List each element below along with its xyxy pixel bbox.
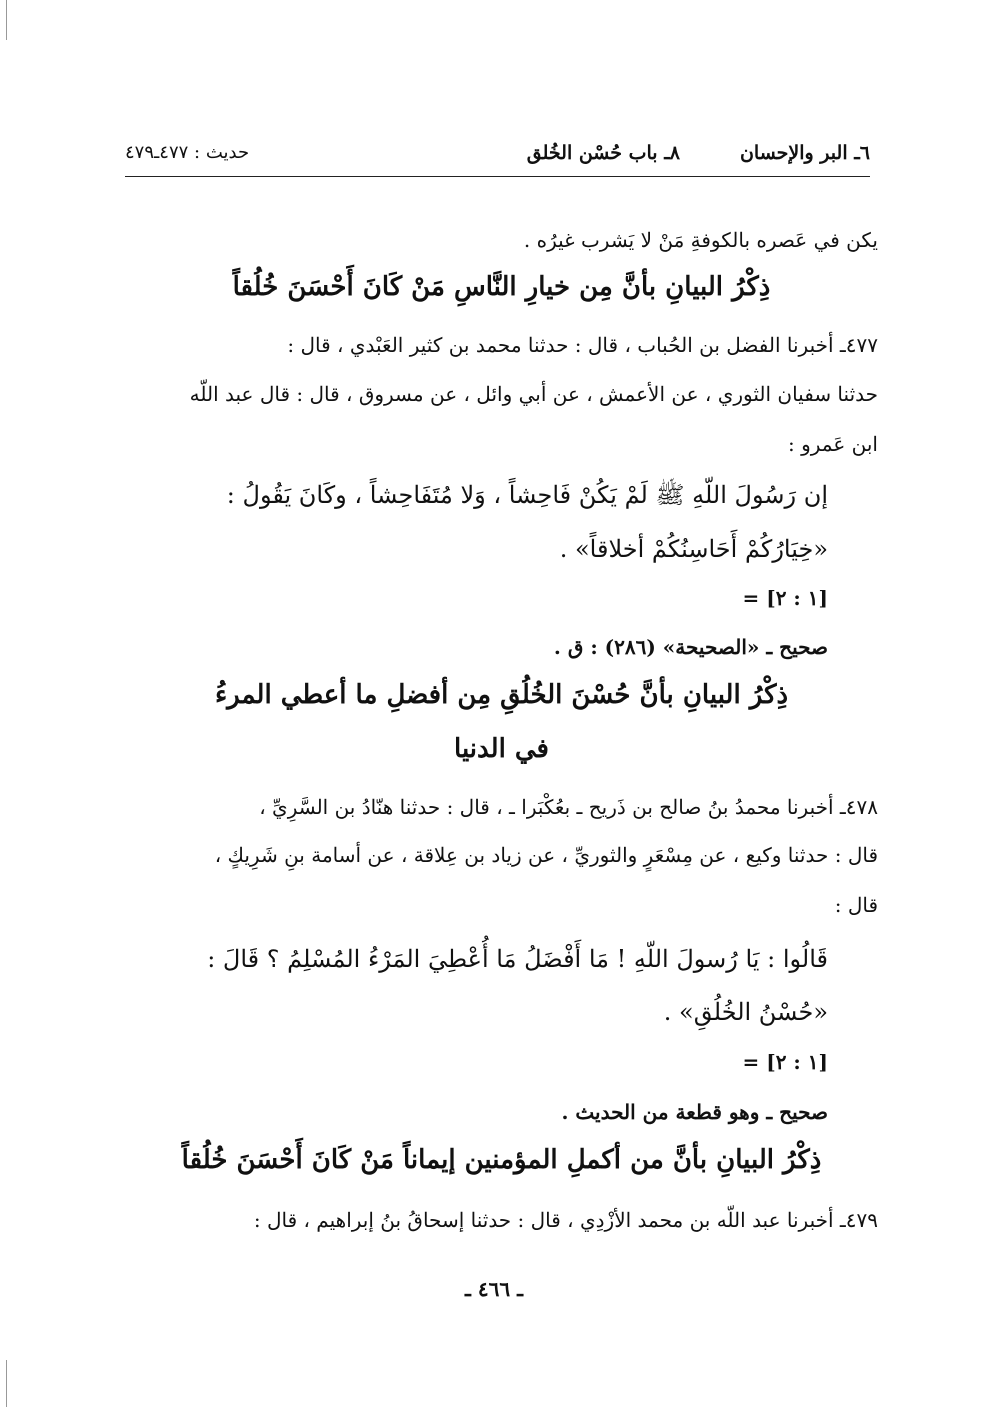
- matn-line: «حُسْنُ الخُلُقِ» .: [663, 998, 828, 1026]
- reference-code: [١ : ٢] =: [742, 586, 828, 610]
- section-heading: ذِكْرُ البيانِ بأنَّ مِن خيارِ النَّاسِ مَنْ كَانَ أَحْسَنَ خُلُقاً: [232, 272, 771, 302]
- isnad-line: ٤٧٨ـ أخبرنا محمدُ بنُ صالح بن ذَريح ـ بعُكْبَرا ـ ، قال : حدثنا هنّادُ بن السَّرِيِّ ،: [259, 795, 878, 819]
- isnad-line: ٤٧٩ـ أخبرنا عبد اللّه بن محمد الأزْدِي ، قال : حدثنا إسحاقُ بنُ إبراهيم ، قال :: [253, 1208, 878, 1232]
- section-heading: ذِكْرُ البيانِ بأنَّ حُسْنَ الخُلُقِ مِن أفضلِ ما أعطي المرءُ: [214, 680, 789, 710]
- isnad-line: حدثنا سفيان الثوري ، عن الأعمش ، عن أبي وائل ، عن مسروق ، قال : قال عبد اللّه: [189, 382, 878, 406]
- section-heading: ذِكْرُ البيانِ بأنَّ من أكملِ المؤمنين إيماناً مَنْ كَانَ أَحْسَنَ خُلُقاً: [181, 1145, 822, 1175]
- grading-note: صحيح ـ «الصحيحة» (٢٨٦) : ق .: [553, 635, 828, 659]
- scan-edge-mark: [6, 1360, 7, 1407]
- matn-line: «خِيَارُكُمْ أَحَاسِنُكُمْ أخلاقاً» .: [559, 535, 828, 563]
- isnad-line: ٤٧٧ـ أخبرنا الفضل بن الحُباب ، قال : حدثنا محمد بن كثير العَبْدي ، قال :: [287, 333, 878, 357]
- continuation-text: يكن في عَصره بالكوفةِ مَنْ لا يَشرب غيرُه .: [523, 228, 878, 252]
- header-chapter-title: ٨ـ باب حُسْن الخُلق: [526, 142, 680, 164]
- isnad-line: قال : حدثنا وكيع ، عن مِسْعَرٍ والثوريِّ ، عن زياد بن عِلاقة ، عن أسامة بنِ شَرِيكٍ ،: [214, 843, 878, 867]
- section-heading: في الدنيا: [454, 734, 549, 764]
- reference-code: [١ : ٢] =: [742, 1050, 828, 1074]
- page-number: ـ ٤٦٦ ـ: [465, 1277, 523, 1301]
- scan-edge-mark: [6, 0, 7, 40]
- header-book-title: ٦ـ البر والإحسان: [739, 142, 870, 164]
- header-hadith-range: حديث : ٤٧٧ـ٤٧٩: [125, 142, 250, 163]
- isnad-line: قال :: [834, 893, 878, 917]
- grading-note: صحيح ـ وهو قطعة من الحديث .: [561, 1100, 828, 1124]
- isnad-line: ابن عَمرو :: [788, 432, 878, 456]
- matn-line: إن رَسُولَ اللّهِ ﷺ لَمْ يَكُنْ فَاحِشاً ، وَلا مُتَفَاحِشاً ، وكَانَ يَقُولُ :: [226, 481, 828, 509]
- running-header: [125, 140, 870, 177]
- matn-line: قَالُوا : يَا رُسولَ اللّهِ ! مَا أَفْضَلُ مَا أُعْطِيَ المَرْءُ المُسْلِمُ ؟ قَالَ :: [207, 945, 828, 973]
